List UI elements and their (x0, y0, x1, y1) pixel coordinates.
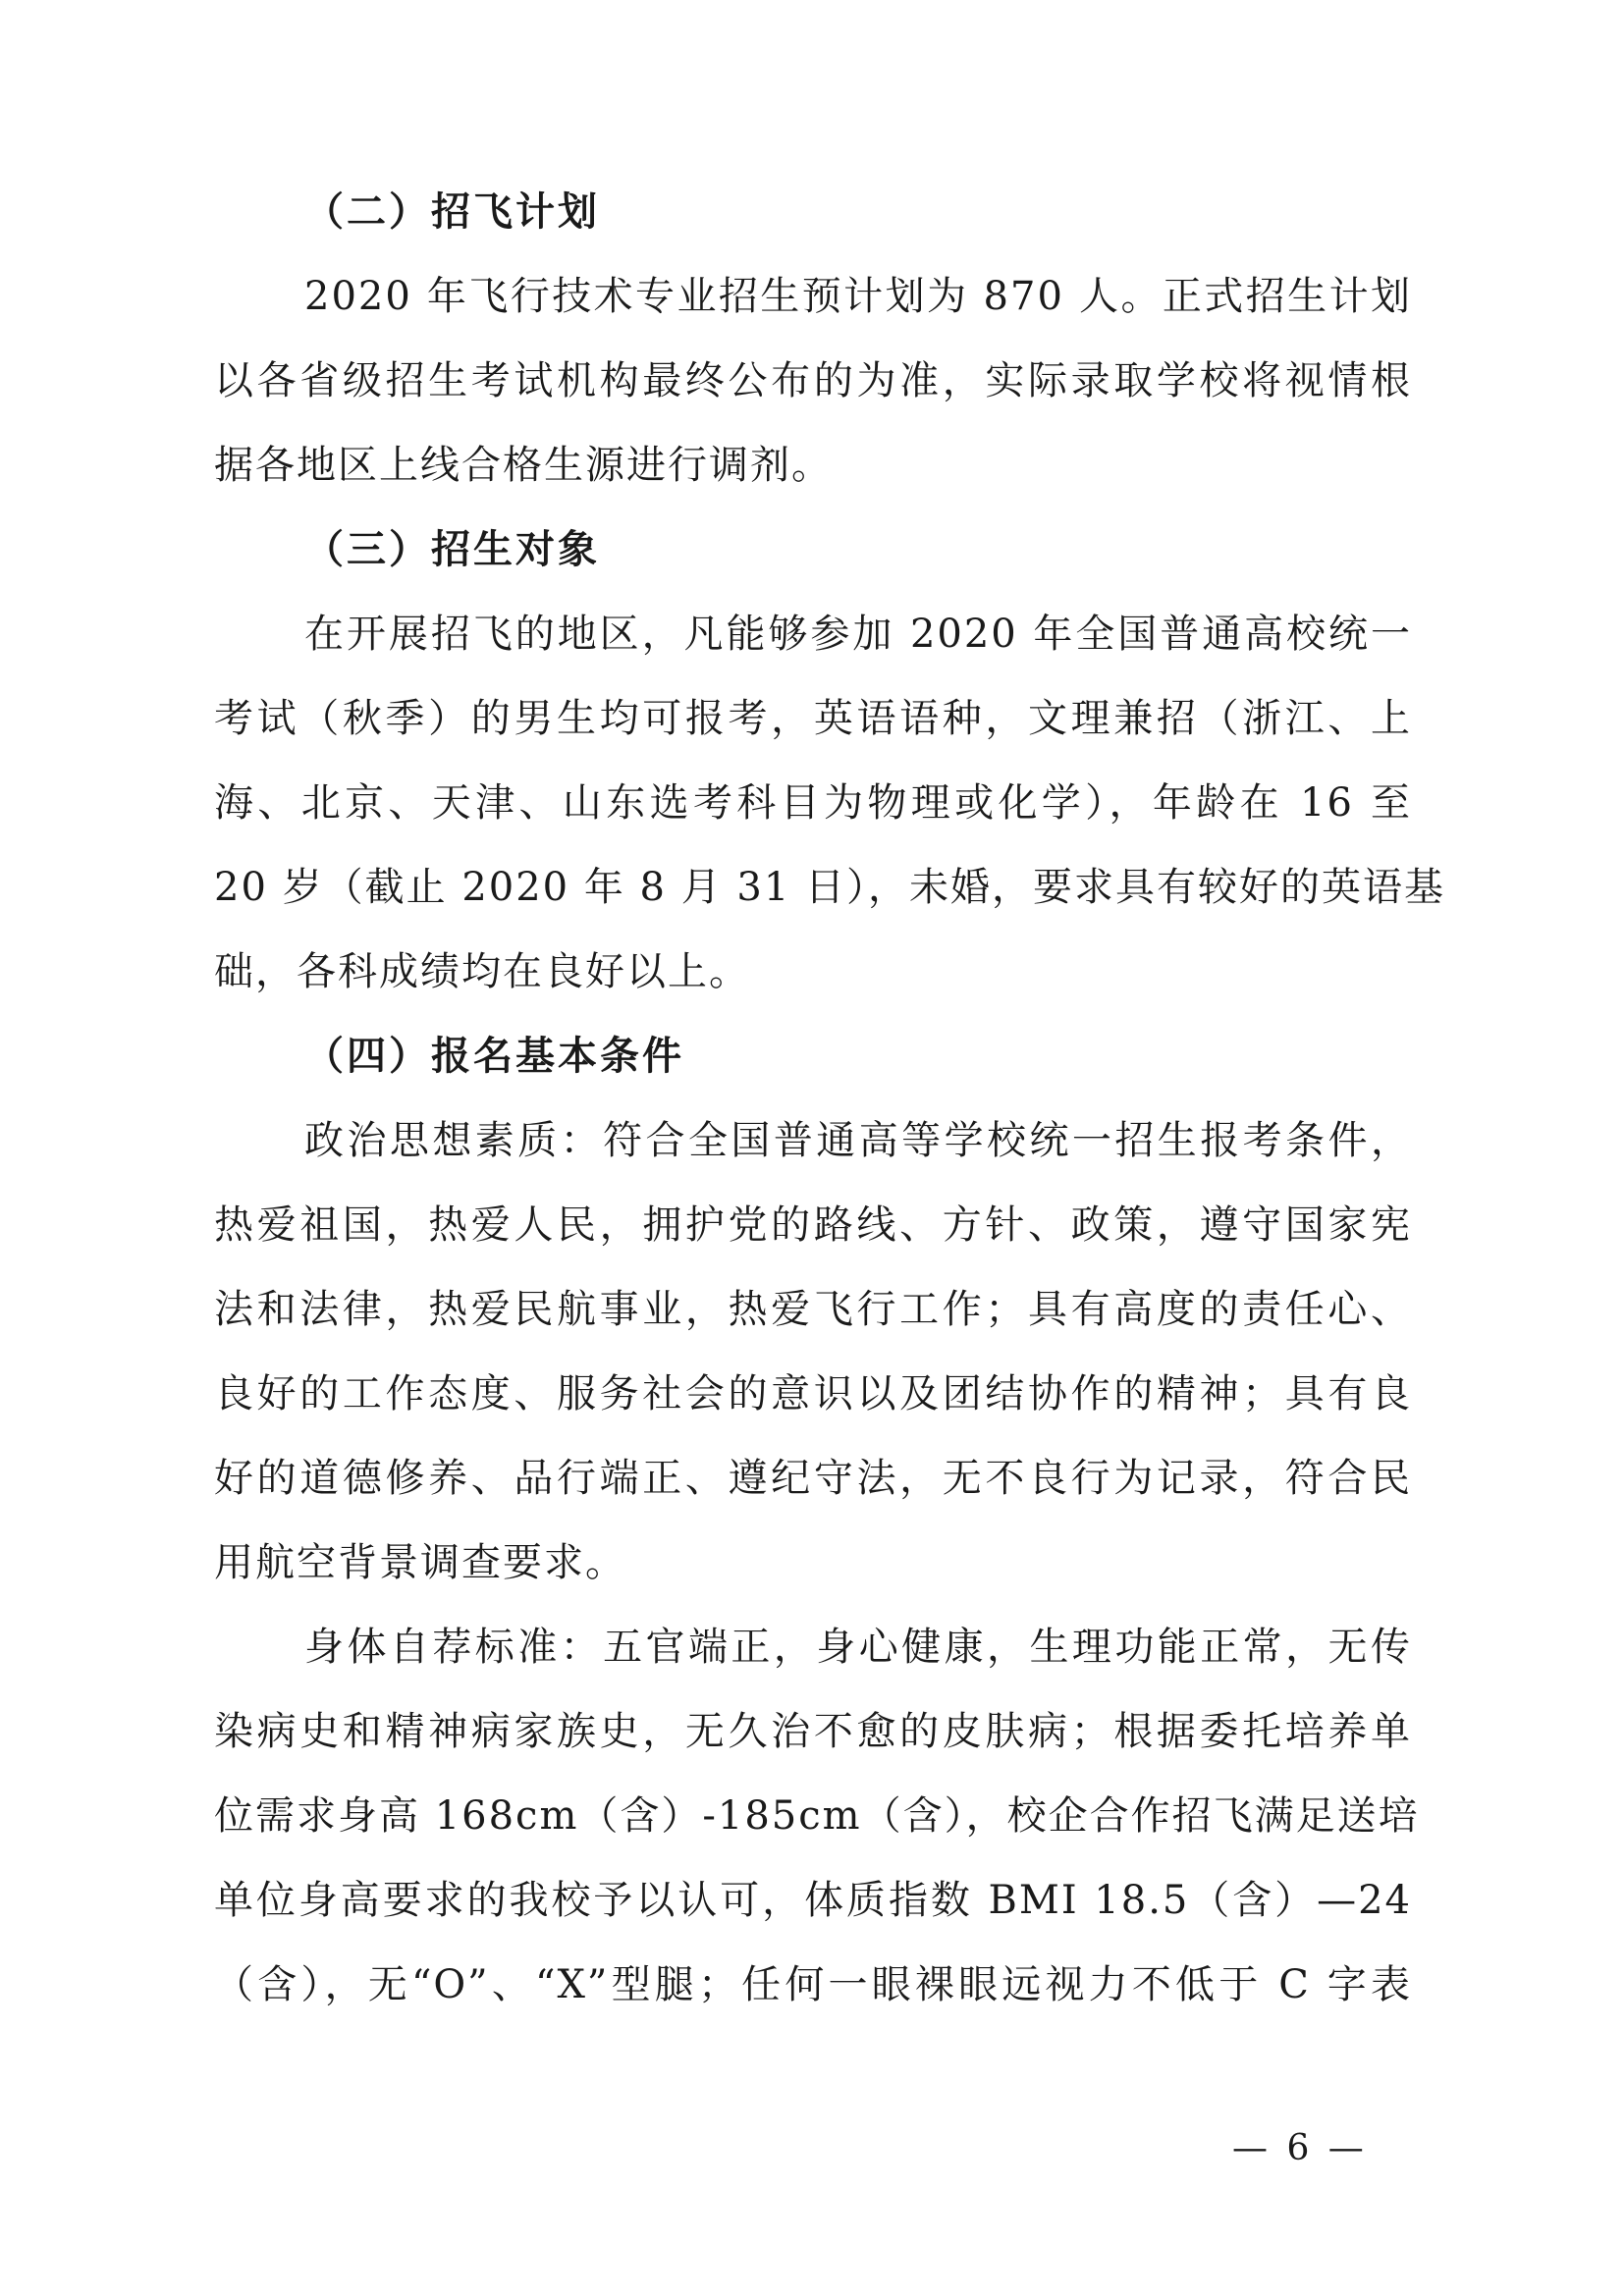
paragraph-line: 20 岁（截止 2020 年 8 月 31 日），未婚，要求具有较好的英语基 (214, 865, 1446, 910)
paragraph-line: 良好的工作态度、服务社会的意识以及团结协作的精神；具有良 (214, 1371, 1412, 1416)
paragraph-line: 用航空背景调查要求。 (214, 1540, 626, 1585)
paragraph-line: 热爱祖国，热爱人民，拥护党的路线、方针、政策，遵守国家宪 (214, 1202, 1412, 1248)
paragraph-line: 在开展招飞的地区，凡能够参加 2020 年全国普通高校统一 (304, 612, 1412, 657)
paragraph-line: 以各省级招生考试机构最终公布的为准，实际录取学校将视情根 (214, 358, 1412, 403)
paragraph-line: 考试（秋季）的男生均可报考，英语语种，文理兼招（浙江、上 (214, 696, 1412, 741)
paragraph-line: 海、北京、天津、山东选考科目为物理或化学），年龄在 16 至 (214, 780, 1412, 826)
paragraph-line: 好的道德修养、品行端正、遵纪守法，无不良行为记录，符合民 (214, 1456, 1412, 1501)
section-heading-target: （三）招生对象 (304, 527, 600, 572)
section-heading-plan: （二）招飞计划 (304, 189, 600, 235)
paragraph-line: （含），无“O”、“X”型腿；任何一眼裸眼远视力不低于 C 字表 (214, 1962, 1412, 2007)
paragraph-line: 据各地区上线合格生源进行调剂。 (214, 443, 833, 488)
page-number: — 6 — (1232, 2128, 1368, 2168)
paragraph-line: 单位身高要求的我校予以认可，体质指数 BMI 18.5（含）—24 (214, 1878, 1412, 1923)
paragraph-line: 政治思想素质：符合全国普通高等学校统一招生报考条件， (304, 1118, 1412, 1163)
paragraph-line: 身体自荐标准：五官端正，身心健康，生理功能正常，无传 (304, 1625, 1412, 1670)
paragraph-line: 2020 年飞行技术专业招生预计划为 870 人。正式招生计划 (304, 274, 1412, 319)
paragraph-line: 染病史和精神病家族史，无久治不愈的皮肤病；根据委托培养单 (214, 1709, 1412, 1754)
paragraph-line: 法和法律，热爱民航事业，热爱飞行工作；具有高度的责任心、 (214, 1287, 1412, 1332)
paragraph-line: 位需求身高 168cm（含）-185cm（含），校企合作招飞满足送培 (214, 1793, 1420, 1839)
section-heading-conditions: （四）报名基本条件 (304, 1034, 684, 1079)
paragraph-line: 础，各科成绩均在良好以上。 (214, 949, 750, 994)
